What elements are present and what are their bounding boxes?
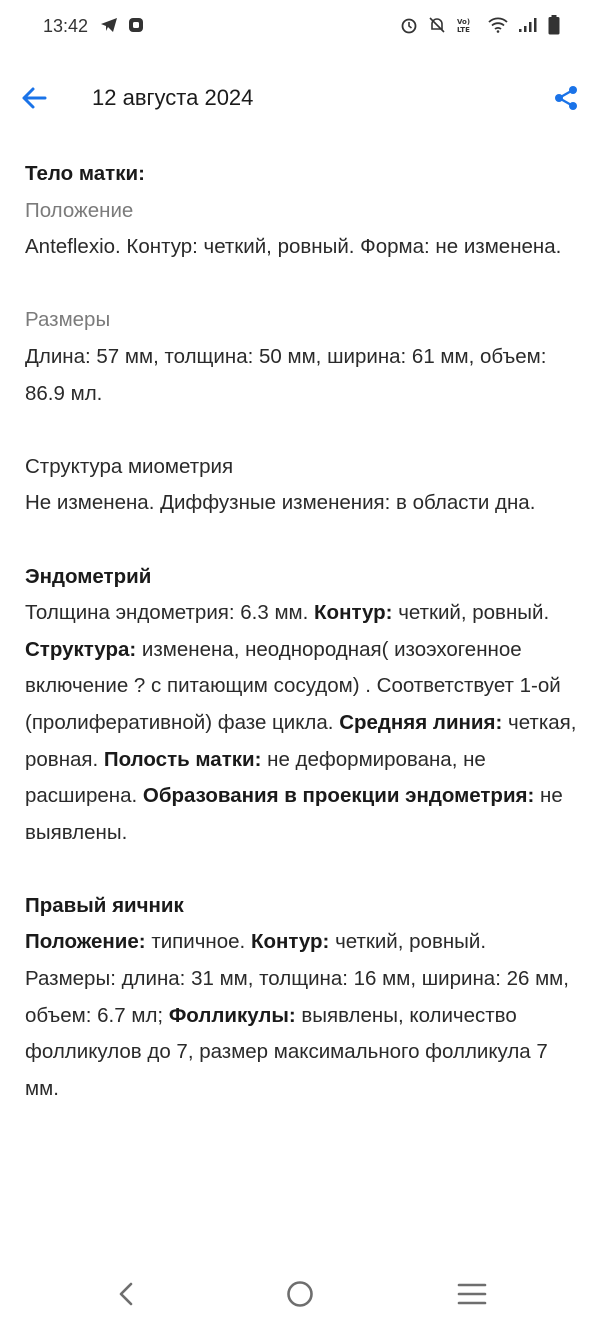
wifi-icon xyxy=(488,17,508,33)
mute-icon xyxy=(428,16,446,34)
back-nav-icon xyxy=(114,1280,138,1308)
report-content xyxy=(25,156,582,1107)
size-label: Размеры xyxy=(25,308,111,332)
status-left-icons xyxy=(100,17,144,33)
endometrium-heading: Эндометрий xyxy=(25,564,152,588)
position-label: Положение xyxy=(25,198,134,222)
status-time: 13:42 xyxy=(43,16,89,36)
telegram-icon xyxy=(100,17,118,33)
arrow-left-icon xyxy=(20,84,48,112)
endometrium-text: Толщина эндометрия: 6.3 мм. Контур: четкий, ровный. Структура: изменена, неоднородная( изоэхогенное включение ? с питающим сосудом) . Соответствует 1-ой (пролиферативной) фазе цикла. Средняя линия: четкая, ровная. Полость матки: не деформирована, не расширена. Образования в проекции эндометрия: не выявлены. xyxy=(25,601,577,844)
right-ovary-text: Положение: типичное. Контур: четкий, ровный. Размеры: длина: 31 мм, толщина: 16 мм, ширина: 26 мм, объем: 6.7 мл; Фолликулы: выявлены, количество фолликулов до 7, размер максимального фолликула 7 мм. xyxy=(25,930,569,1100)
size-text: Длина: 57 мм, толщина: 50 мм, ширина: 61 мм, объем: 86.9 мл. xyxy=(25,344,547,405)
nav-menu-button[interactable] xyxy=(447,1270,497,1318)
alarm-icon xyxy=(400,16,418,34)
right-ovary-heading: Правый яичник xyxy=(25,893,184,917)
home-nav-icon xyxy=(285,1279,315,1309)
share-button[interactable] xyxy=(546,80,586,116)
myometrium-text: Не изменена. Диффузные изменения: в области дна. xyxy=(25,491,536,515)
system-nav-bar xyxy=(0,1262,600,1326)
status-bar xyxy=(0,0,600,56)
svg-text:LTE: LTE xyxy=(457,26,470,34)
svg-text:Vo): Vo) xyxy=(457,18,471,26)
back-button[interactable] xyxy=(14,80,54,116)
signal-icon xyxy=(518,17,538,33)
battery-icon xyxy=(548,15,560,35)
position-text: Anteflexio. Контур: четкий, ровный. Форма: не изменена. xyxy=(25,235,562,259)
share-icon xyxy=(552,84,580,112)
app-notification-icon xyxy=(128,17,144,33)
uterus-heading: Тело матки: xyxy=(25,162,145,185)
page-title: 12 августа 2024 xyxy=(92,85,254,110)
nav-home-button[interactable] xyxy=(275,1270,325,1318)
menu-nav-icon xyxy=(457,1281,487,1307)
app-bar xyxy=(0,68,600,128)
status-right-icons xyxy=(400,15,560,35)
myometrium-label: Структура миометрия xyxy=(25,454,234,478)
volte-icon xyxy=(456,16,478,34)
nav-back-button[interactable] xyxy=(101,1270,151,1318)
